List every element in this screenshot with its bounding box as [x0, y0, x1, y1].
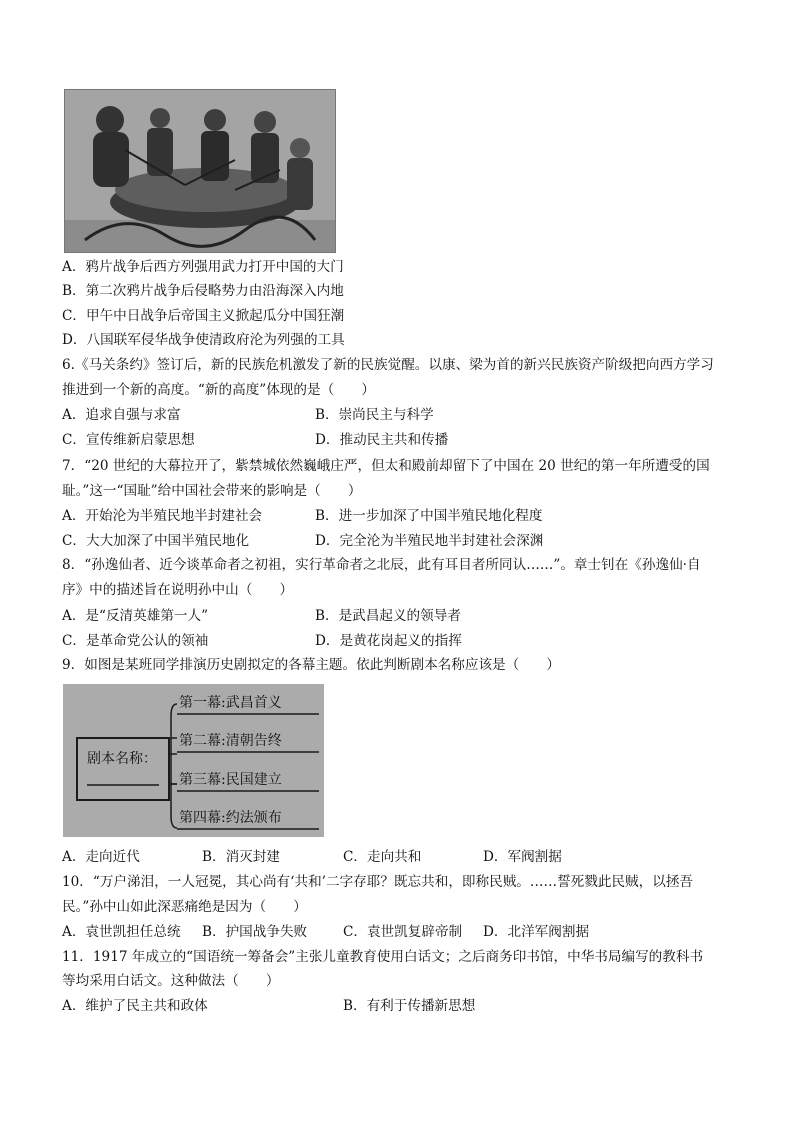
q8-option-a: A．是“反清英雄第一人” — [62, 608, 209, 624]
diagram-title: 剧本名称： — [87, 751, 157, 767]
q7-option-b: B．进一步加深了中国半殖民地化程度 — [315, 508, 543, 524]
q9-option-b: B．消灭封建 — [202, 849, 280, 865]
q5-option-b: B．第二次鸦片战争后侵略势力由沿海深入内地 — [62, 283, 344, 299]
q11-option-a: A．维护了民主共和政体 — [62, 998, 208, 1014]
q10-stem-line1: 10．“万户涕泪，一人冠冕，其心尚有‘共和’二字存耶？既忘共和，即称民贼。……誓死戮此民贼，以拯吾 — [62, 874, 694, 890]
q6-stem-line1: 6.《马关条约》签订后，新的民族危机激发了新的民族觉醒。以康、梁为首的新兴民族资产阶级把向西方学习 — [62, 357, 714, 373]
q11-stem-line1: 11．1917 年成立的“国语统一筹备会”主张儿童教育使用白话文；之后商务印书馆，中华书局编写的教科书 — [62, 949, 704, 965]
q8-option-b: B．是武昌起义的领导者 — [315, 608, 461, 624]
q8-option-c: C．是革命党公认的领袖 — [62, 633, 209, 649]
q10-option-b: B．护国战争失败 — [202, 924, 308, 940]
q6-option-b: B．崇尚民主与科学 — [315, 407, 434, 423]
q6-option-a: A．追求自强与求富 — [62, 407, 181, 423]
act-1-label: 第一幕:武昌首义 — [179, 695, 282, 711]
cartoon-sketch — [65, 90, 335, 252]
q11-option-b: B．有利于传播新思想 — [343, 998, 476, 1014]
q6-stem-line2: 推进到一个新的高度。“新的高度”体现的是（ ） — [62, 382, 375, 398]
q9-option-d: D．军阀割据 — [483, 849, 562, 865]
q5-option-d: D．八国联军侵华战争使清政府沦为列强的工具 — [62, 332, 345, 348]
q9-option-a: A．走向近代 — [62, 849, 140, 865]
q8-option-d: D．是黄花岗起义的指挥 — [315, 633, 462, 649]
play-acts-diagram — [63, 684, 324, 837]
q7-stem-line1: 7．“20 世纪的大幕拉开了，紫禁城依然巍峨庄严，但太和殿前却留下了中国在 20 世纪的第一年所遭受的国 — [62, 458, 710, 474]
act-2-label: 第二幕:清朝告终 — [179, 733, 282, 749]
cartoon-illustration — [64, 89, 336, 253]
q10-option-d: D．北洋军阀割据 — [483, 924, 590, 940]
play-acts-sketch — [63, 684, 324, 837]
q10-option-c: C．袁世凯复辟帝制 — [343, 924, 463, 940]
q10-option-a: A．袁世凯担任总统 — [62, 924, 181, 940]
q7-option-a: A．开始沦为半殖民地半封建社会 — [62, 508, 263, 524]
q6-option-c: C．宣传维新启蒙思想 — [62, 432, 195, 448]
q7-option-c: C．大大加深了中国半殖民地化 — [62, 533, 250, 549]
q9-stem: 9．如图是某班同学排演历史剧拟定的各幕主题。依此判断剧本名称应该是（ ） — [62, 657, 561, 673]
q5-option-c: C．甲午中日战争后帝国主义掀起瓜分中国狂潮 — [62, 308, 345, 324]
q8-stem-line2: 序》中的描述旨在说明孙中山（ ） — [62, 582, 294, 598]
q6-option-d: D．推动民主共和传播 — [315, 432, 449, 448]
act-3-label: 第三幕:民国建立 — [179, 772, 282, 788]
q10-stem-line2: 民。”孙中山如此深恶痛绝是因为（ ） — [62, 899, 307, 915]
q8-stem-line1: 8．“孙逸仙者、近今谈革命者之初祖，实行革命者之北辰，此有耳目者所同认……”。章士钊在《孙逸仙·自 — [62, 557, 701, 573]
act-4-label: 第四幕:约法颁布 — [179, 810, 282, 826]
q7-stem-line2: 耻。”这一“国耻”给中国社会带来的影响是（ ） — [62, 483, 362, 499]
q5-option-a: A．鸦片战争后西方列强用武力打开中国的大门 — [62, 259, 344, 275]
q9-option-c: C．走向共和 — [343, 849, 422, 865]
q11-stem-line2: 等均采用白话文。这种做法（ ） — [62, 973, 280, 989]
q7-option-d: D．完全沦为半殖民地半封建社会深渊 — [315, 533, 544, 549]
